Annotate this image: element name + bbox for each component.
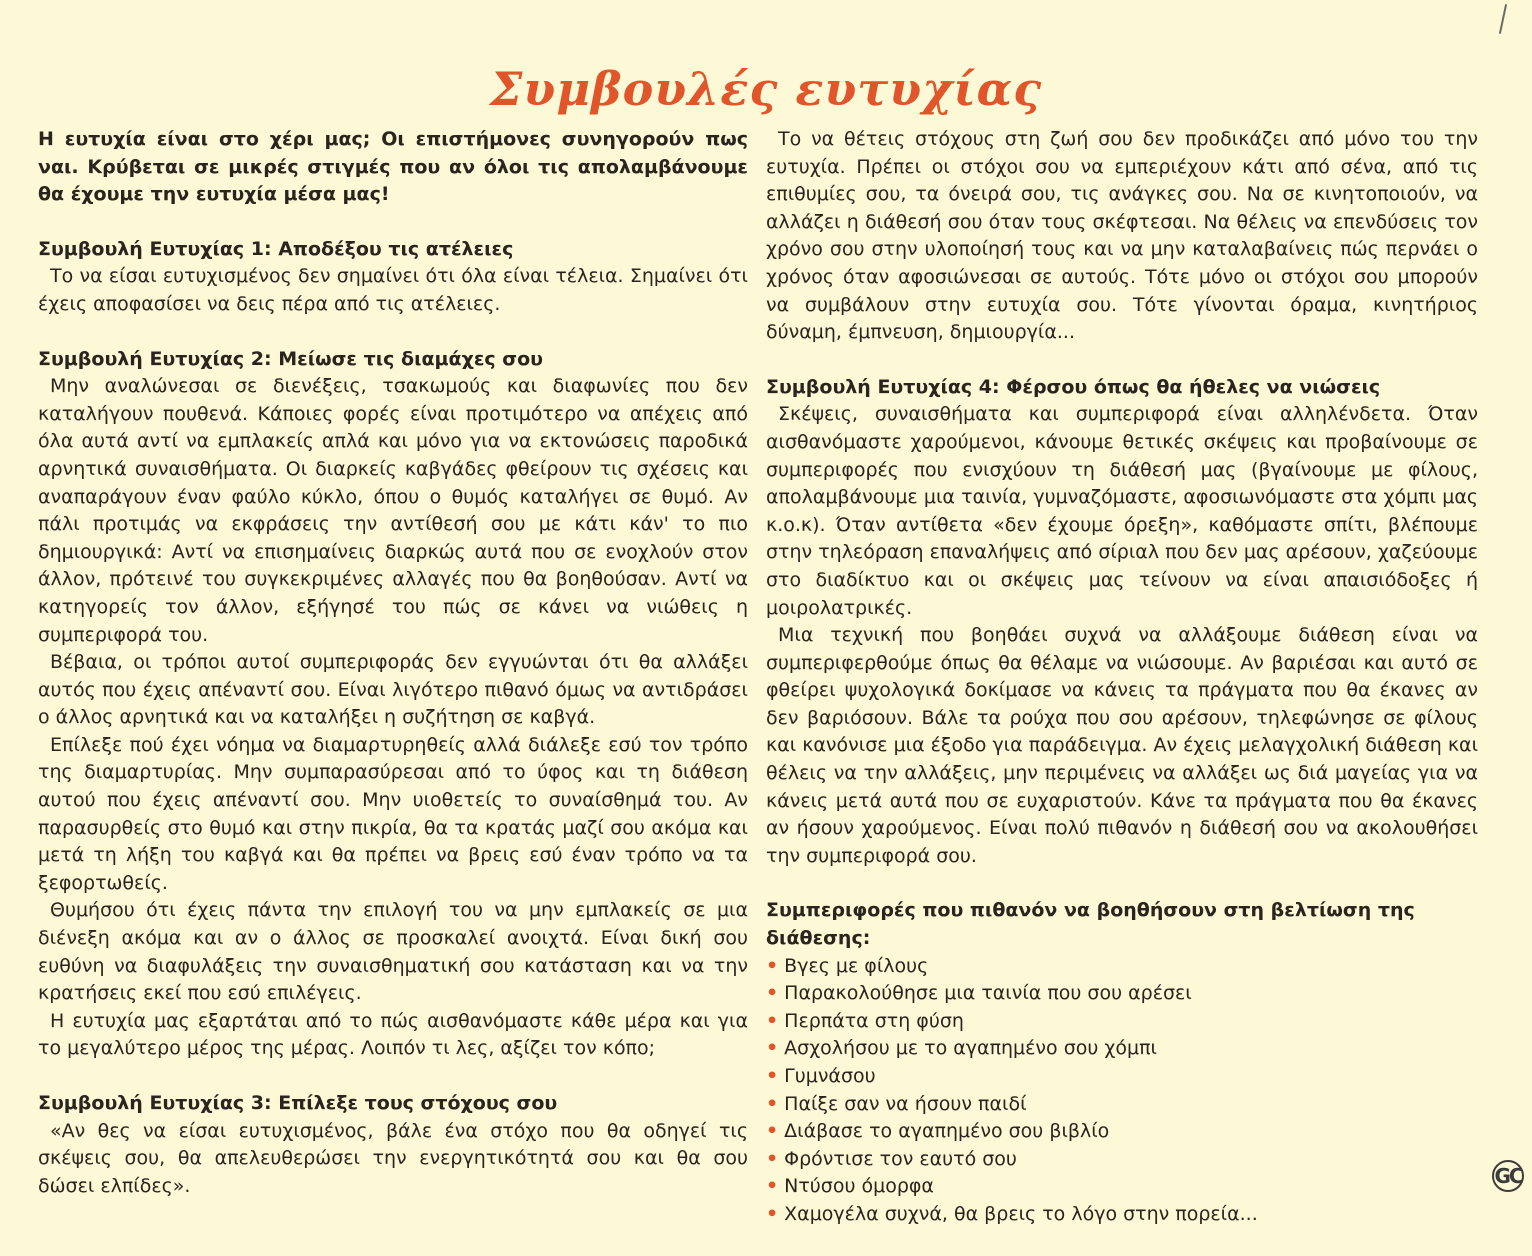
list-item-text: Διάβασε το αγαπημένο σου βιβλίο [784, 1120, 1110, 1143]
list-item [766, 1173, 1478, 1201]
tip-2-paragraph: Επίλεξε πού έχει νόημα να διαμαρτυρηθείς αλλά διάλεξε εσύ τον τρόπο της διαμαρτυρίας. Μην συμπαρασύρεσαι από το ύφος και τη διάθεση αυτού που έχεις απέναντί σου. Μην υιοθετείς το συναίσθημά του. Αν παρασυρθείς στο θυμό και στην πικρία, θα τα κρατάς μαζί σου ακόμα και μετά τη λήξη του καβγά και θα πρέπει να βρεις εσύ έναν τρόπο να τα ξεφορτωθείς. [38, 733, 748, 894]
gc-logo: GC [1492, 1160, 1524, 1192]
bullet-icon: • [766, 1092, 779, 1115]
list-item-text: Ντύσου όμορφα [784, 1175, 934, 1198]
behaviors-section [766, 897, 1478, 1228]
right-column [766, 126, 1478, 1256]
tip-4-heading: Συμβουλή Ευτυχίας 4: Φέρσου όπως θα ήθελες να νιώσεις [766, 375, 1381, 398]
list-item [766, 1035, 1478, 1063]
tip-2-section [38, 346, 748, 1063]
tip-4-paragraph: Μια τεχνική που βοηθάει συχνά να αλλάξουμε διάθεση είναι να συμπεριφερθούμε όπως θα θέλαμε να νιώσουμε. Αν βαριέσαι και αυτό σε φθείρει ψυχολογικά δοκίμασε να κάνεις τα πράγματα που θα έκανες αν δεν βαριόσουν. Βάλε τα ρούχα που σου αρέσουν, τηλεφώνησε σε φίλους και κανόνισε μια έξοδο για παράδειγμα. Αν έχεις μελαγχολική διάθεση και θέλεις να την αλλάξεις, μην περιμένεις να αλλάξει ως διά μαγείας για να κάνεις μετά αυτά που σε ευχαριστούν. Κάνε τα πράγματα που θα έκανες αν ήσουν χαρούμενος. Είναι πολύ πιθανόν η διάθεσή σου να ακολουθήσει την συμπεριφορά σου. [766, 624, 1478, 867]
list-item-text: Χαμογέλα συχνά, θα βρεις το λόγο στην πορεία... [784, 1202, 1258, 1225]
bullet-icon: • [766, 982, 779, 1005]
list-item [766, 1063, 1478, 1091]
list-item [766, 1201, 1478, 1229]
tip-3-section [38, 1090, 748, 1200]
list-item-text: Φρόντισε τον εαυτό σου [784, 1147, 1017, 1170]
page-title: Συμβουλές ευτυχίας [489, 62, 1043, 116]
bullet-icon: • [766, 1147, 779, 1170]
bullet-icon: • [766, 1009, 779, 1032]
list-item [766, 1146, 1478, 1174]
bullet-icon: • [766, 1120, 779, 1143]
tip-2-heading: Συμβουλή Ευτυχίας 2: Μείωσε τις διαμάχες σου [38, 347, 543, 370]
tip-3-paragraph: Το να θέτεις στόχους στη ζωή σου δεν προδικάζει από μόνο του την ευτυχία. Πρέπει οι στόχοι σου να εμπεριέχουν κάτι από σένα, από τις επιθυμίες σου, τα όνειρά σου, τις ανάγκες σου. Να σε κινητοποιούν, να αλλάζει η διάθεσή σου όταν τους σκέφτεσαι. Να θέλεις να επενδύσεις τον χρόνο σου στην υλοποίησή τους και να μην καταλαβαίνεις πώς περνάει ο χρόνος όταν αφοσιώνεσαι σε αυτούς. Τότε μόνο οι στόχοι σου μπορούν να συμβάλουν στην ευτυχία σου. Τότε γίνονται όραμα, κινητήριος δύναμη, έμπνευση, δημιουργία... [766, 128, 1478, 344]
tip-2-paragraph: Η ευτυχία μας εξαρτάται από το πώς αισθανόμαστε κάθε μέρα και για το μεγαλύτερο μέρος της μέρας. Λοιπόν τι λες, αξίζει τον κόπο; [38, 1009, 748, 1060]
intro-paragraph: Η ευτυχία είναι στο χέρι μας; Οι επιστήμονες συνηγορούν πως ναι. Κρύβεται σε μικρές στιγμές που αν όλοι τις απολαμβάνουμε θα έχουμε την ευτυχία μέσα μας! [38, 128, 748, 206]
tip-2-paragraph: Βέβαια, οι τρόποι αυτοί συμπεριφοράς δεν εγγυώνται ότι θα αλλάξει αυτός που έχεις απέναντί σου. Είναι λιγότερο πιθανό όμως να αντιδράσει ο άλλος αρνητικά και να καταλήξει η συζήτηση σε καβγά. [38, 651, 748, 729]
list-item [766, 1118, 1478, 1146]
bullet-icon: • [766, 1037, 779, 1060]
stray-pen-mark [1499, 4, 1507, 34]
tip-1-heading: Συμβουλή Ευτυχίας 1: Αποδέξου τις ατέλειες [38, 237, 514, 260]
tip-1-section [38, 236, 748, 319]
bullet-icon: • [766, 1175, 779, 1198]
tip-4-section [766, 374, 1478, 871]
list-item-text: Παίξε σαν να ήσουν παιδί [784, 1092, 1027, 1115]
tip-3-heading: Συμβουλή Ευτυχίας 3: Επίλεξε τους στόχους σου [38, 1092, 558, 1114]
list-item-text: Βγες με φίλους [784, 954, 929, 977]
list-item [766, 980, 1478, 1008]
behaviors-list [766, 953, 1478, 1229]
list-item [766, 1008, 1478, 1036]
list-item-text: Ασχολήσου με το αγαπημένο σου χόμπι [784, 1037, 1157, 1060]
list-item-text: Περπάτα στη φύση [784, 1009, 964, 1032]
left-column [38, 126, 748, 1227]
list-item-text: Γυμνάσου [784, 1065, 876, 1087]
list-item [766, 1091, 1478, 1119]
tip-1-paragraph: Το να είσαι ευτυχισμένος δεν σημαίνει ότι όλα είναι τέλεια. Σημαίνει ότι έχεις αποφασίσει να δεις πέρα από τις ατέλειες. [38, 265, 748, 315]
list-item-text: Παρακολούθησε μια ταινία που σου αρέσει [784, 982, 1192, 1005]
tip-3-quote: «Αν θες να είσαι ευτυχισμένος, βάλε ένα στόχο που θα οδηγεί τις σκέψεις σου, θα απελευθερώσει την ενεργητικότητά σου και θα σου δώσει ελπίδες». [38, 1119, 748, 1197]
tip-2-paragraph: Μην αναλώνεσαι σε διενέξεις, τσακωμούς και διαφωνίες που δεν καταλήγουν πουθενά. Κάποιες φορές είναι προτιμότερο να απέχεις από όλα αυτά αντί να εμπλακείς απλά και μόνο για να εκτονώσεις παροδικά αρνητικά συναισθήματα. Οι διαρκείς καβγάδες φθείρουν τις σχέσεις και αναπαράγουν έναν φαύλο κύκλο, όπου ο θυμός καταλήγει σε θυμό. Αν πάλι προτιμάς να εκφράσεις την αντίθεσή σου με κάτι κάν' το πιο δημιουργικά: Αντί να επισημαίνεις διαρκώς αυτά που σε ενοχλούν στον άλλον, πρότεινέ του συγκεκριμένες αλλαγές που θα βοηθούσαν. Αντί να κατηγορείς τον άλλον, εξήγησέ του πώς σε κάνει να νιώθεις η συμπεριφορά του. [38, 375, 748, 646]
bullet-icon: • [766, 954, 779, 977]
bullet-icon: • [766, 1065, 779, 1087]
bullet-icon: • [766, 1202, 779, 1225]
tip-3-continued [766, 126, 1478, 347]
behaviors-heading: Συμπεριφορές που πιθανόν να βοηθήσουν στη βελτίωση της διάθεσης: [766, 899, 1415, 950]
list-item [766, 953, 1478, 981]
tip-4-paragraph: Σκέψεις, συναισθήματα και συμπεριφορά είναι αλληλένδετα. Όταν αισθανόμαστε χαρούμενοι, κάνουμε θετικές σκέψεις και προβαίνουμε σε συμπεριφορές που ενισχύουν τη διάθεσή μας (βγαίνουμε με φίλους, απολαμβάνουμε μια ταινία, γυμναζόμαστε, αφοσιωνόμαστε στα χόμπι μας κ.ο.κ). Όταν αντίθετα «δεν έχουμε όρεξη», καθόμαστε σπίτι, βλέπουμε στην τηλεόραση επαναλήψεις από σίριαλ που δεν μας αρέσουν, χαζεύουμε στο διαδίκτυο και οι σκέψεις μας τείνουν να είναι απαισιόδοξες ή μοιρολατρικές. [766, 403, 1478, 619]
tip-2-paragraph: Θυμήσου ότι έχεις πάντα την επιλογή του να μην εμπλακείς σε μια διένεξη ακόμα και αν ο άλλος σε προσκαλεί ανοιχτά. Είναι δική σου ευθύνη να διαφυλάξεις την συναισθηματική σου κατάσταση και να την κρατήσεις εκεί που εσύ επιλέγεις. [38, 899, 748, 1005]
